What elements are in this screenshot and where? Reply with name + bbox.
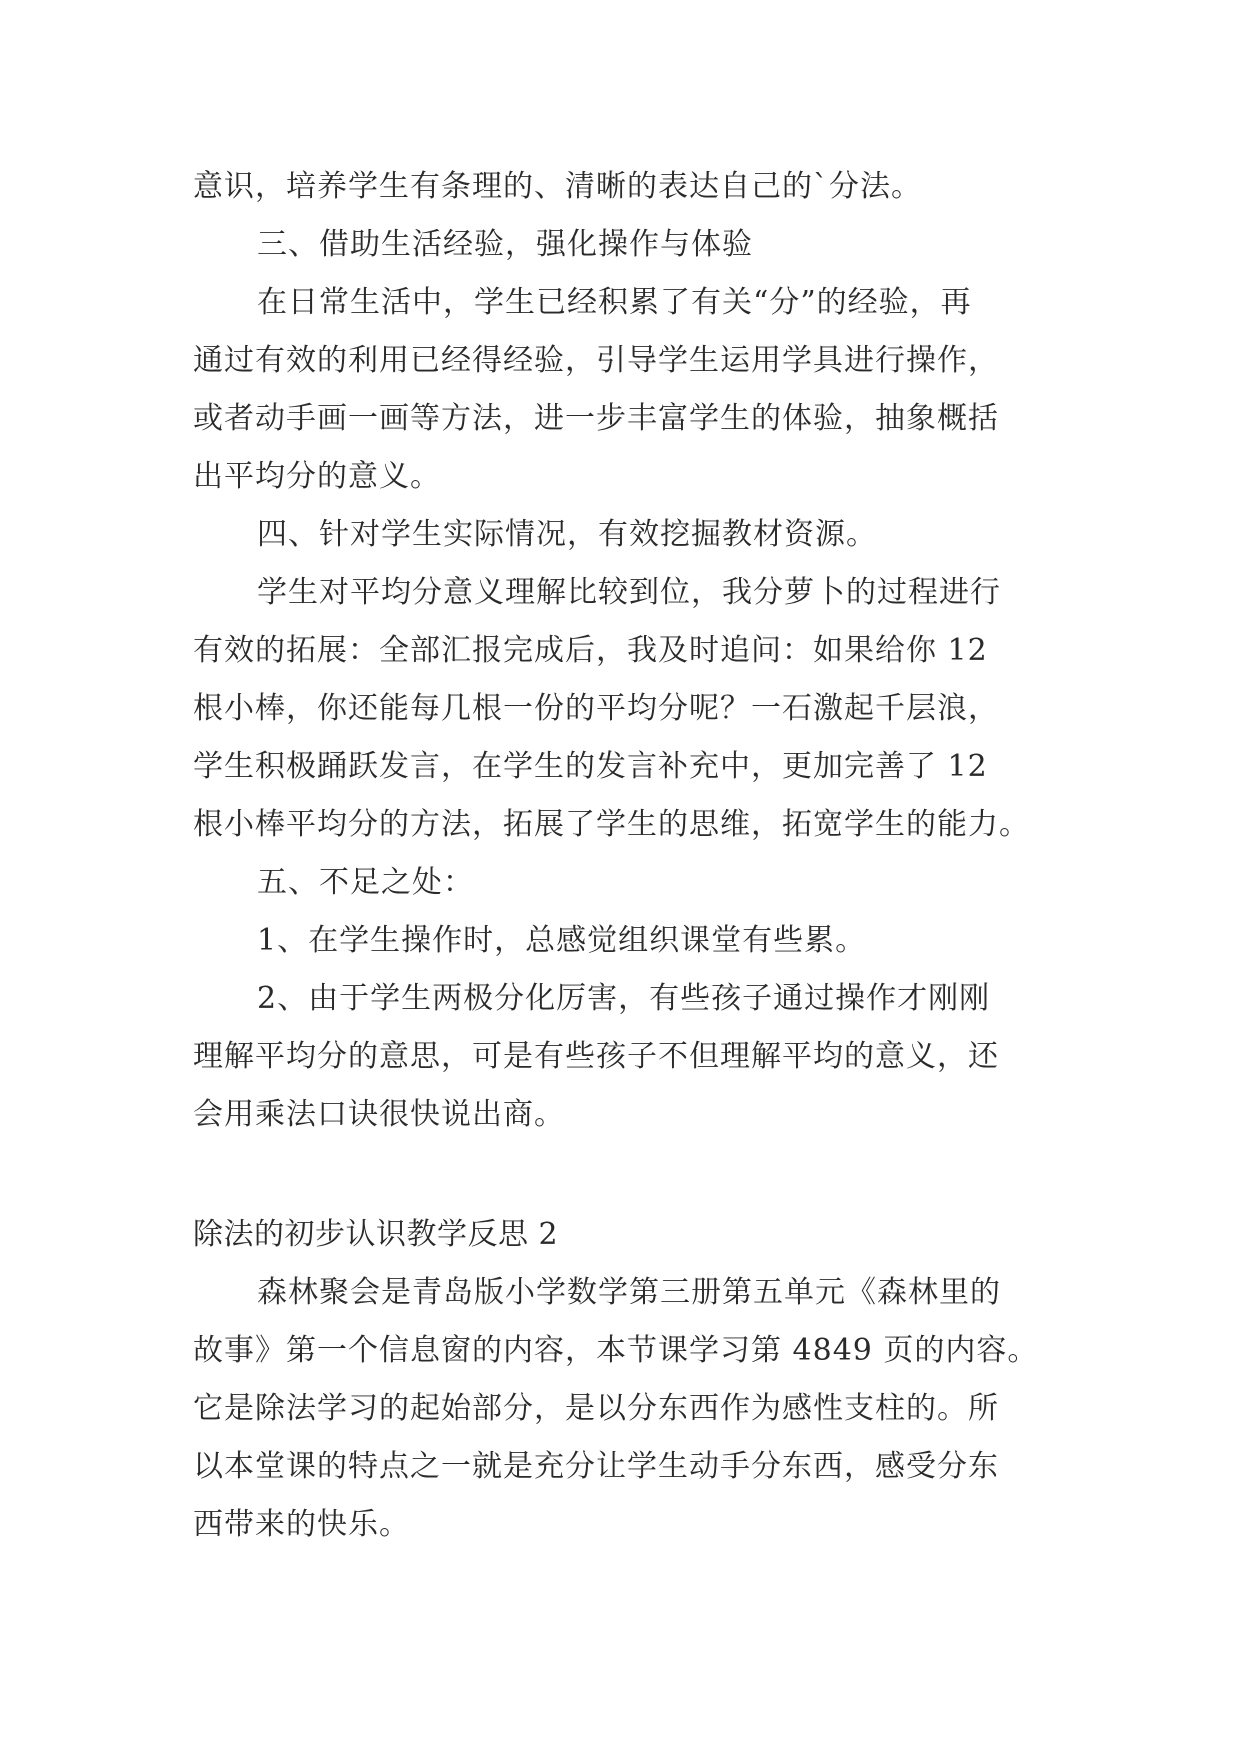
paragraph-line: 2、由于学生两极分化厉害，有些孩子通过操作才刚刚 xyxy=(257,981,991,1016)
paragraph-line: 它是除法学习的起始部分，是以分东西作为感性支柱的。所 xyxy=(193,1391,999,1426)
paragraph-line: 森林聚会是青岛版小学数学第三册第五单元《森林里的 xyxy=(257,1275,1001,1310)
reflection-part-2 xyxy=(193,1264,1053,1554)
paragraph-line: 三、借助生活经验，强化操作与体验 xyxy=(257,227,753,262)
paragraph-line: 1、在学生操作时，总感觉组织课堂有些累。 xyxy=(257,923,867,958)
paragraph-line: 五、不足之处： xyxy=(257,865,474,900)
paragraph-line: 通过有效的利用已经得经验，引导学生运用学具进行操作， xyxy=(193,343,999,378)
paragraph-line: 根小棒，你还能每几根一份的平均分呢？一石激起千层浪， xyxy=(193,691,999,726)
paragraph-line: 理解平均分的意思，可是有些孩子不但理解平均的意义，还 xyxy=(193,1039,999,1074)
section-title: 除法的初步认识教学反思 2 xyxy=(193,1217,559,1252)
paragraph-line: 会用乘法口诀很快说出商。 xyxy=(193,1097,565,1132)
paragraph-line: 意识，培养学生有条理的、清晰的表达自己的`分法。 xyxy=(193,169,922,204)
paragraph-line: 出平均分的意义。 xyxy=(193,459,441,494)
paragraph-line: 根小棒平均分的方法，拓展了学生的思维，拓宽学生的能力。 xyxy=(193,807,1030,842)
paragraph-line: 西带来的快乐。 xyxy=(193,1507,410,1542)
paragraph-line: 故事》第一个信息窗的内容，本节课学习第 4849 页的内容。 xyxy=(193,1333,1039,1368)
reflection-part-1 xyxy=(193,158,1053,1144)
paragraph-line: 学生对平均分意义理解比较到位，我分萝卜的过程进行 xyxy=(257,575,1001,610)
document-body xyxy=(193,158,1053,1554)
section-gap xyxy=(193,1144,1053,1206)
paragraph-line: 四、针对学生实际情况，有效挖掘教材资源。 xyxy=(257,517,877,552)
paragraph-line: 在日常生活中，学生已经积累了有关“分”的经验，再 xyxy=(257,285,972,320)
paragraph-line: 有效的拓展：全部汇报完成后，我及时追问：如果给你 12 xyxy=(193,633,988,668)
paragraph-line: 学生积极踊跃发言，在学生的发言补充中，更加完善了 12 xyxy=(193,749,988,784)
paragraph-line: 或者动手画一画等方法，进一步丰富学生的体验，抽象概括 xyxy=(193,401,999,436)
paragraph-line: 以本堂课的特点之一就是充分让学生动手分东西，感受分东 xyxy=(193,1449,999,1484)
